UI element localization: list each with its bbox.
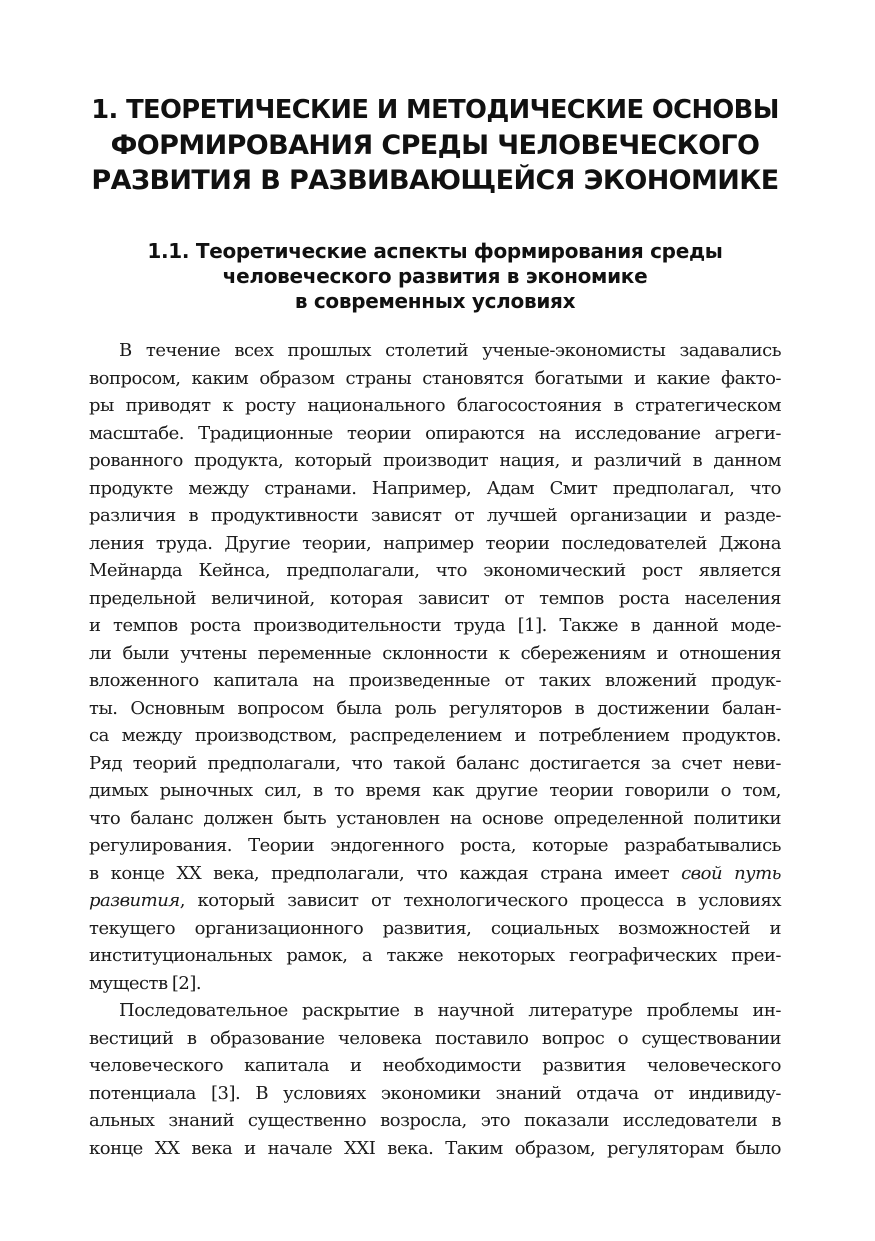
text-line: вестиций в образование человека поставило вопрос о существовании — [89, 1027, 781, 1049]
paragraph-2 — [89, 997, 781, 1162]
text-line: масштабе. Традиционные теории опираются на исследование агреги- — [89, 422, 781, 444]
text-line: Последовательное раскрытие в научной литературе проблемы ин- — [119, 1000, 781, 1021]
paragraph-1 — [89, 337, 781, 997]
text-line: ления труда. Другие теории, например теории последователей Джона — [89, 532, 781, 554]
body-text — [89, 337, 781, 1162]
text-line: институциональных рамок, а также некоторых географических преи- — [89, 945, 781, 966]
text-line: различия в продуктивности зависят от лучшей организации и разде- — [89, 505, 781, 526]
text-line — [89, 860, 781, 888]
text-line: человеческого капитала и необходимости развития человеческого — [89, 1055, 781, 1076]
section-title-line: в современных условиях — [294, 289, 576, 313]
text-line: предельной величиной, которая зависит от темпов роста населения — [89, 587, 781, 609]
text-line: Мейнарда Кейнса, предполагали, что экономический рост является — [89, 560, 781, 581]
emphasis-text: свой путь — [681, 862, 781, 884]
text-line: регулирования. Теории эндогенного роста, которые разрабатывались — [89, 835, 781, 856]
text-line: и темпов роста производительности труда [1]. Также в данной моде- — [89, 615, 781, 636]
text-line: конце XX века и начале XXI века. Таким образом, регуляторам было — [89, 1137, 781, 1159]
text-line — [89, 887, 781, 915]
text-line: продукте между странами. Например, Адам Смит предполагал, что — [89, 477, 781, 499]
text-line: ры приводят к росту национального благосостояния в стратегическом — [89, 395, 781, 416]
text-line: са между производством, распределением и потреблением продуктов. — [89, 725, 781, 746]
text-line: вложенного капитала на произведенные от таких вложений продук- — [89, 670, 781, 691]
text-line: ты. Основным вопросом была роль регуляторов в достижении балан- — [89, 697, 781, 719]
emphasis-text: развития — [89, 890, 180, 911]
text-line: В течение всех прошлых столетий ученые-экономисты задавались — [119, 340, 781, 361]
text-line: что баланс должен быть установлен на основе определенной политики — [89, 807, 781, 829]
chapter-title-line: ФОРМИРОВАНИЯ СРЕДЫ ЧЕЛОВЕЧЕСКОГО — [110, 130, 760, 161]
section-title-line: 1.1. Теоретические аспекты формирования среды — [147, 239, 723, 263]
text-line: потенциала [3]. В условиях экономики знаний отдача от индивиду- — [89, 1082, 781, 1104]
text-line: вопросом, каким образом страны становятся богатыми и какие факто- — [89, 367, 781, 389]
text-line: димых рыночных сил, в то время как другие теории говорили о том, — [89, 780, 781, 801]
text-line: текущего организационного развития, социальных возможностей и — [89, 917, 781, 939]
chapter-title-line: 1. ТЕОРЕТИЧЕСКИЕ И МЕТОДИЧЕСКИЕ ОСНОВЫ — [91, 95, 779, 125]
section-title-line: человеческого развития в экономике — [222, 264, 648, 288]
text-segment: в конце XX века, предполагали, что каждая страна имеет — [89, 862, 682, 884]
text-line: ли были учтены переменные склонности к сбережениям и отношения — [89, 642, 781, 664]
chapter-title — [89, 93, 781, 198]
text-segment: , который зависит от технологического процесса в условиях — [179, 890, 781, 911]
text-line: Ряд теорий предполагали, что такой баланс достигается за счет неви- — [89, 752, 781, 774]
text-line: муществ [2]. — [89, 972, 202, 994]
section-title — [89, 239, 781, 314]
chapter-title-line: РАЗВИТИЯ В РАЗВИВАЮЩЕЙСЯ ЭКОНОМИКЕ — [91, 165, 779, 196]
text-line: рованного продукта, который производит нация, и различий в данном — [89, 450, 781, 471]
text-line: альных знаний существенно возросла, это показали исследователи в — [89, 1110, 781, 1131]
